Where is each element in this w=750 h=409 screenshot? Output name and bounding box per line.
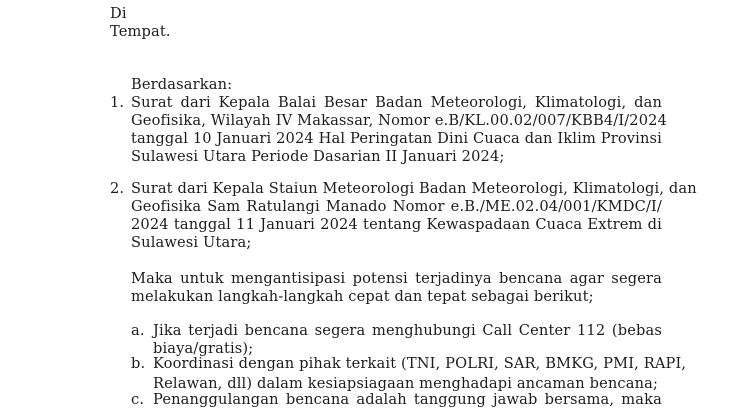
point-2-line-4: Sulawesi Utara; xyxy=(131,234,252,251)
subpoint-a-line-1: Jika terjadi bencana segera menghubungi Call Center 112 (bebas xyxy=(153,322,662,339)
point-2-line-2: Geofisika Sam Ratulangi Manado Nomor e.B./ME.02.04/001/KMDC/I/ xyxy=(131,198,662,215)
point-2-number: 2. xyxy=(110,180,125,197)
subpoint-c-letter: c. xyxy=(131,391,145,408)
paragraph-line-1: Maka untuk mengantisipasi potensi terjadinya bencana agar segera xyxy=(131,270,662,287)
point-1-line-3: tanggal 10 Januari 2024 Hal Peringatan Dini Cuaca dan Iklim Provinsi xyxy=(131,130,662,147)
point-1-line-2: Geofisika, Wilayah IV Makassar, Nomor e.B/KL.00.02/007/KBB4/I/2024 xyxy=(131,112,668,129)
subpoint-a-line-2: biaya/gratis); xyxy=(153,340,254,357)
point-2-line-3: 2024 tanggal 11 Januari 2024 tentang Kewaspadaan Cuaca Extrem di xyxy=(131,216,662,233)
subpoint-b-letter: b. xyxy=(131,355,146,372)
paragraph-line-2: melakukan langkah-langkah cepat dan tepat sebagai berikut; xyxy=(131,288,594,305)
header-di: Di xyxy=(110,5,127,22)
point-1-number: 1. xyxy=(110,94,125,111)
intro-label: Berdasarkan: xyxy=(131,76,233,93)
subpoint-c-line-1: Penanggulangan bencana adalah tanggung jawab bersama, maka xyxy=(153,391,662,408)
subpoint-b-line-2: Relawan, dll) dalam kesiapsiagaan menghadapi ancaman bencana; xyxy=(153,375,659,392)
point-1-line-4: Sulawesi Utara Periode Dasarian II Januari 2024; xyxy=(131,148,505,165)
point-2-line-1: Surat dari Kepala Staiun Meteorologi Badan Meteorologi, Klimatologi, dan xyxy=(131,180,697,197)
point-1-line-1: Surat dari Kepala Balai Besar Badan Meteorologi, Klimatologi, dan xyxy=(131,94,662,111)
subpoint-b-line-1: Koordinasi dengan pihak terkait (TNI, POLRI, SAR, BMKG, PMI, RAPI, xyxy=(153,355,687,372)
header-tempat: Tempat. xyxy=(110,23,171,40)
subpoint-a-letter: a. xyxy=(131,322,145,339)
